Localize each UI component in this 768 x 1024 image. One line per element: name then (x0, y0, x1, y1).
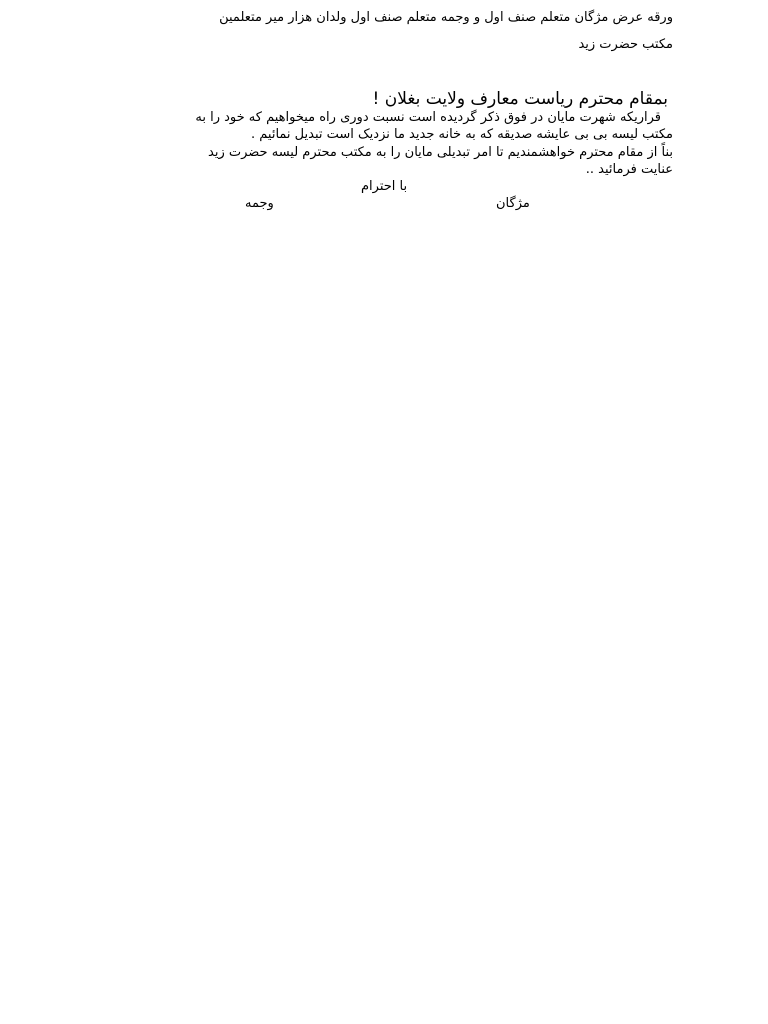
salutation: بمقام محترم ریاست معارف ولایت بغلان ! (372, 89, 668, 109)
body-line-3: بناً از مقام محترم خواهشمندیم تا امر تبدیلی مایان را به مکتب محترم لیسه حضرت زید (208, 145, 673, 160)
body-line-1: قراریکه شهرت مایان در فوق ذکر گردیده است نسبت دوری راه میخواهیم که خود را به (195, 110, 661, 125)
body-line-2: مکتب لیسه بی بی عایشه صدیقه که به خانه جدید ما نزدیک است تبدیل نمائیم . (250, 127, 673, 142)
signature-right: مژگان (496, 196, 530, 211)
closing: با احترام (361, 179, 408, 194)
body-line-4: عنایت فرمائید .. (585, 162, 673, 177)
header-line-1: ورقه عرض مژگان متعلم صنف اول و وجمه متعلم صنف اول ولدان هزار میر متعلمین (219, 10, 673, 25)
signature-left: وجمه (245, 196, 274, 211)
header-line-2: مکتب حضرت زید (578, 37, 673, 52)
